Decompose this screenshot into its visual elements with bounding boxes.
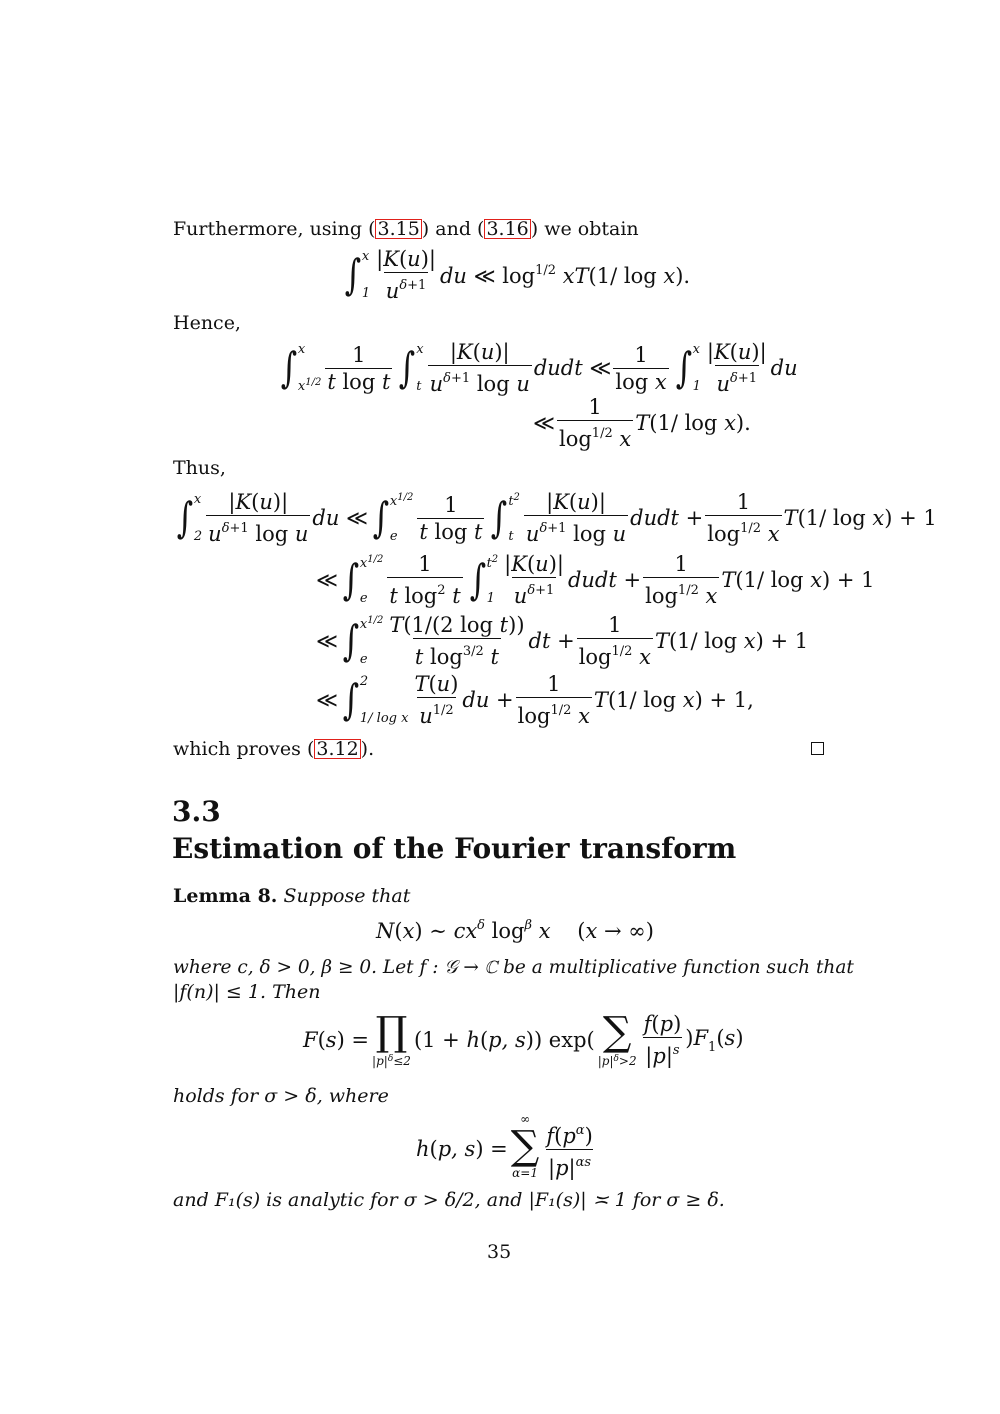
paragraph-which-proves — [173, 737, 374, 761]
equation-2-line-1: ∫ x $x^{1/2}$ $\frac{1}{\text{t log t}}$ ∫ x t $\frac{|K(u)|}{u^{\delta+1} \log u}$ dudt ≪ $\frac{1}{\text{log x}}$ ∫ x 1 $\frac{|K(u)|}{u^{\delta+1}}$ du — [280, 340, 798, 396]
paragraph-furthermore — [173, 217, 639, 241]
equation-asymptotic: N(x) ∼ $cx^\delta$ $\log^\beta x$ (x → ∞) — [376, 918, 654, 943]
lemma-text: Suppose that — [283, 885, 411, 907]
lemma-statement — [173, 884, 410, 908]
text-span: which proves ( — [173, 738, 315, 760]
paragraph-hence: Hence, — [173, 312, 241, 334]
section-number: 3.3 — [172, 795, 221, 828]
text-span: Furthermore, using ( — [173, 218, 376, 240]
equation-h-sum: h(p, s) = ∞ ∑ α=1 $\frac{f(p^\alpha)}{|p|^{\alpha s}}$ — [416, 1112, 593, 1180]
text-span: ) we obtain — [530, 218, 639, 240]
qed-symbol — [811, 742, 824, 755]
equation-3-line-2: ≪ ∫ $x^{1/2}$ e $\frac{1}{t \log^2 t}$ ∫ $t^2$ 1 $\frac{|K(u)|}{u^{\delta+1}}$ dudt + $\frac{1}{\log^{1/2} x}$ T(1/ log x) + 1 — [316, 552, 875, 608]
lemma-where-line-2: |f(n)| ≤ 1. Then — [173, 981, 321, 1003]
lemma-where-line-1: where c, δ > 0, β ≥ 0. Let f : 𝒢 → ℂ be a multiplicative function such that — [173, 957, 854, 978]
equation-3-line-4: ≪ ∫ 2 1/ log x $\frac{T(u)}{u^{1/2}}$ du + $\frac{1}{\log^{1/2} x}$ T(1/ log x) + 1, — [316, 672, 754, 728]
equation-3-line-1: ∫ x 2 $\frac{|K(u)|}{u^{\delta+1} \log u}$ du ≪ ∫ $x^{1/2}$ e $\frac{1}{\text{t log t}}$ ∫ $t^2$ t $\frac{|K(u)|}{u^{\delta+1} \log u}$ dudt + $\frac{1}{\log^{1/2} x}$ T(1/ log x) + 1 — [176, 490, 937, 546]
lemma-and-line: and F₁(s) is analytic for σ > δ/2, and |F₁(s)| ≍ 1 for σ ≥ δ. — [173, 1189, 725, 1211]
eq-ref-3-16[interactable]: 3.16 — [486, 218, 529, 240]
equation-2-line-2: ≪ $\frac{1}{\log^{1/2} x}$ T(1/ log x). — [533, 395, 751, 451]
lemma-label: Lemma 8. — [173, 885, 278, 907]
page-number: 35 — [487, 1241, 512, 1263]
section-title: Estimation of the Fourier transform — [172, 832, 737, 865]
eq-ref-3-12[interactable]: 3.12 — [316, 738, 359, 760]
equation-1: ∫ x 1 $\frac{|K(u)|}{u^{\delta+1}}$ du ≪ $\log^{1/2} xT(1/$ log x). — [344, 247, 691, 303]
equation-F-product: F(s) = ∏ $|p|^\delta\le 2$ (1 + h(p, s)) exp( ∑ $|p|^\delta>2$ $\frac{f(p)}{|p|^s}$ )$F_1(s)$ — [303, 1009, 744, 1068]
paragraph-thus: Thus, — [173, 457, 226, 479]
eq-ref-3-15[interactable]: 3.15 — [377, 218, 420, 240]
text-span: ) and ( — [421, 218, 485, 240]
equation-3-line-3: ≪ ∫ $x^{1/2}$ e $\frac{\text{T(1/(2 log t))}}{t \log^{3/2} t}$ dt + $\frac{1}{\log^{1/2} x}$ T(1/ log x) + 1 — [316, 613, 809, 669]
lemma-holds: holds for σ > δ, where — [173, 1085, 389, 1107]
text-span: ). — [360, 738, 375, 760]
